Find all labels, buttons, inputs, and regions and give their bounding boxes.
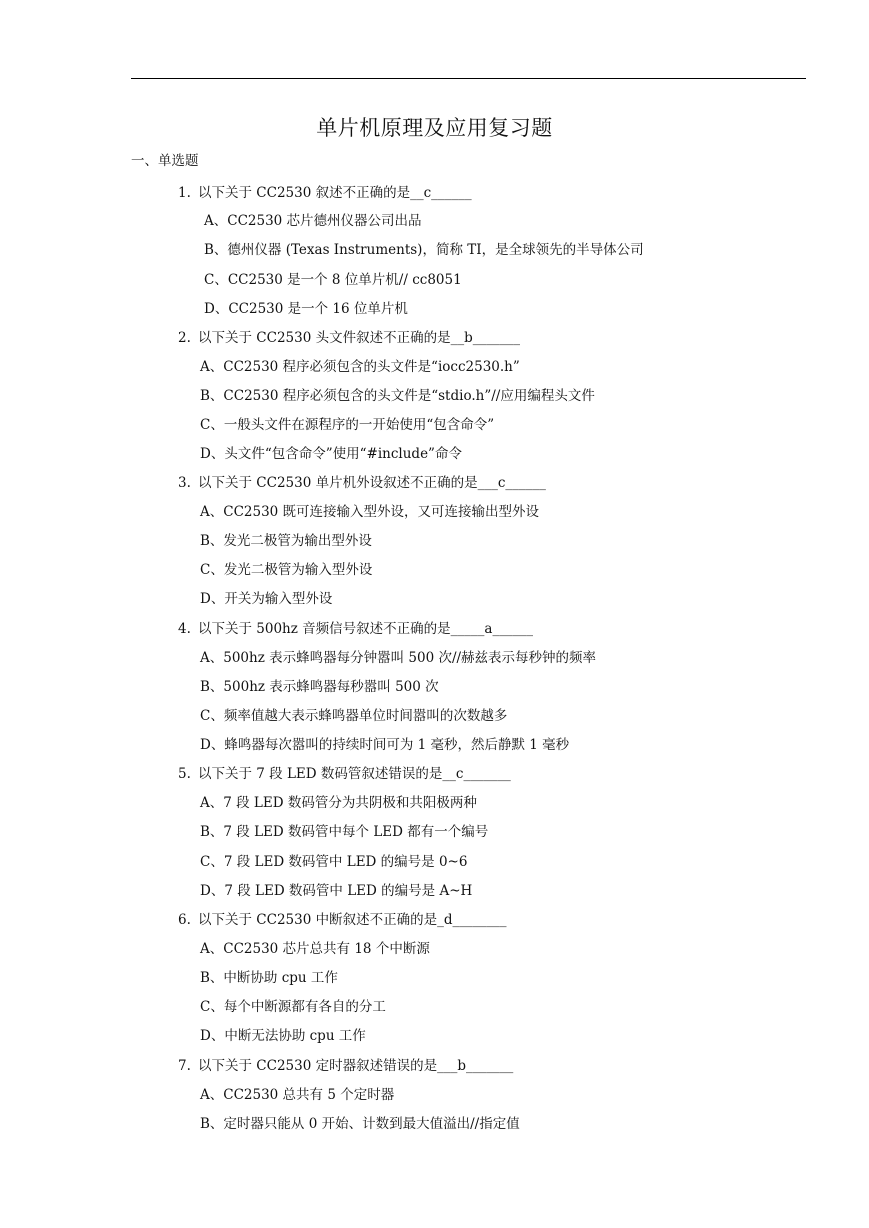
question-number: 2.	[178, 330, 191, 346]
option-2c: C、一般头文件在源程序的一开始使用“包含命令”	[200, 417, 495, 433]
question-text: 以下关于 CC2530 叙述不正确的是__c______	[198, 185, 472, 201]
option-6d: D、中断无法协助 cpu 工作	[200, 1028, 366, 1044]
option-1b: B、德州仪器 (Texas Instruments)，简称 TI，是全球领先的半导体公司	[204, 242, 644, 258]
question-3	[178, 473, 546, 493]
option-3b: B、发光二极管为输出型外设	[200, 533, 372, 549]
question-5	[178, 764, 511, 784]
question-text: 以下关于 CC2530 中断叙述不正确的是_d________	[198, 912, 507, 928]
option-5d: D、7 段 LED 数码管中 LED 的编号是 A~H	[200, 883, 473, 899]
page-title: 单片机原理及应用复习题	[316, 116, 553, 140]
option-5a: A、7 段 LED 数码管分为共阴极和共阳极两种	[200, 795, 477, 811]
question-number: 7.	[178, 1058, 191, 1074]
question-text: 以下关于 500hz 音频信号叙述不正确的是_____a______	[198, 621, 533, 637]
question-number: 5.	[178, 766, 191, 782]
header-rule	[131, 78, 806, 79]
question-2	[178, 328, 520, 348]
option-5b: B、7 段 LED 数码管中每个 LED 都有一个编号	[200, 824, 489, 840]
question-number: 4.	[178, 621, 191, 637]
option-5c: C、7 段 LED 数码管中 LED 的编号是 0~6	[200, 854, 468, 870]
option-7b: B、定时器只能从 0 开始、计数到最大值溢出//指定值	[200, 1116, 520, 1132]
option-4a: A、500hz 表示蜂鸣器每分钟嚣叫 500 次//赫兹表示每秒钟的频率	[200, 650, 597, 666]
question-text: 以下关于 CC2530 单片机外设叙述不正确的是___c______	[198, 475, 546, 491]
option-4c: C、频率值越大表示蜂鸣器单位时间嚣叫的次数越多	[200, 708, 508, 724]
option-2a: A、CC2530 程序必须包含的头文件是“iocc2530.h”	[200, 359, 520, 375]
question-text: 以下关于 7 段 LED 数码管叙述错误的是__c_______	[198, 766, 511, 782]
option-1c: C、CC2530 是一个 8 位单片机// cc8051	[204, 272, 462, 288]
question-text: 以下关于 CC2530 定时器叙述错误的是___b_______	[198, 1058, 514, 1074]
option-3d: D、开关为输入型外设	[200, 591, 333, 607]
option-6b: B、中断协助 cpu 工作	[200, 970, 338, 986]
question-number: 3.	[178, 475, 191, 491]
question-text: 以下关于 CC2530 头文件叙述不正确的是__b_______	[198, 330, 520, 346]
option-4b: B、500hz 表示蜂鸣器每秒嚣叫 500 次	[200, 679, 439, 695]
option-2d: D、头文件“包含命令”使用“#include”命令	[200, 446, 462, 462]
question-number: 1.	[178, 185, 191, 201]
question-4	[178, 619, 533, 639]
option-1a: A、CC2530 芯片德州仪器公司出品	[204, 213, 422, 229]
question-number: 6.	[178, 912, 191, 928]
option-7a: A、CC2530 总共有 5 个定时器	[200, 1087, 395, 1103]
question-6	[178, 910, 507, 930]
option-2b: B、CC2530 程序必须包含的头文件是“stdio.h”//应用编程头文件	[200, 388, 595, 404]
option-6c: C、每个中断源都有各自的分工	[200, 999, 386, 1015]
question-1	[178, 183, 472, 203]
option-4d: D、蜂鸣器每次嚣叫的持续时间可为 1 毫秒，然后静默 1 毫秒	[200, 737, 570, 753]
section-heading: 一、单选题	[131, 153, 199, 169]
option-3a: A、CC2530 既可连接输入型外设，又可连接输出型外设	[200, 504, 540, 520]
option-3c: C、发光二极管为输入型外设	[200, 562, 373, 578]
option-1d: D、CC2530 是一个 16 位单片机	[204, 301, 408, 317]
option-6a: A、CC2530 芯片总共有 18 个中断源	[200, 941, 430, 957]
question-7	[178, 1056, 513, 1076]
